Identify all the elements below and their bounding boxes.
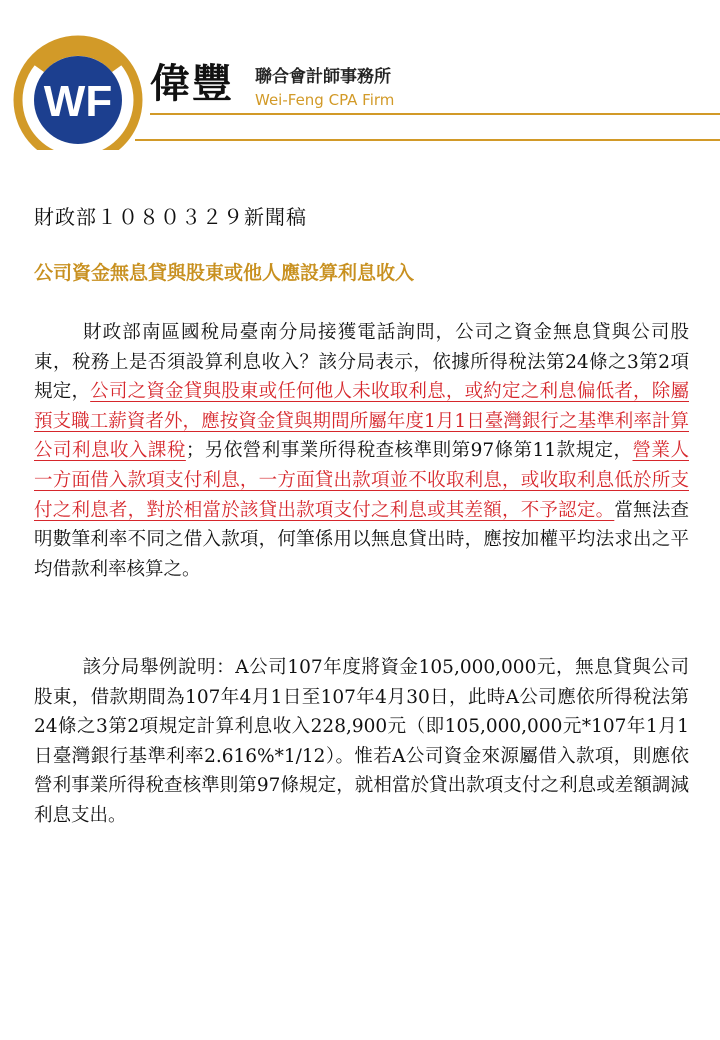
firm-name-en: Wei-Feng CPA Firm [255, 91, 395, 109]
wf-logo [0, 0, 160, 150]
brand-name-cn: 偉豐 [150, 61, 234, 107]
paragraph-2-text: 該分局舉例說明：A公司107年度將資金105,000,000元，無息貸與公司股東，借款期間為107年4月1日至107年4月30日，此時A公司應依所得稅法第24條之3第2項規定計算利息收入228,900元（即105,000,000元*107年1月1日臺灣銀行基準利率2.616%*1/12）。惟若A公司資金來源屬借入款項，則應依營利事業所得稅查核準則第97條規定，就相當於貸出款項支付之利息或差額調減利息支出。 [34, 657, 689, 826]
firm-name-cn: 聯合會計師事務所 [255, 67, 391, 87]
paragraph-1 [34, 318, 689, 584]
paragraph-2 [34, 653, 689, 831]
header-rule-top [150, 113, 720, 115]
paragraph-1-text-2: ；另依營利事業所得稅查核準則第97條第11款規定， [185, 440, 633, 462]
paragraph-1-text: 財政部南區國稅局臺南分局接獲電話詢問，公司之資金無息貸與公司股東，稅務上是否須設算利息收入？該分局表示，依據所得稅法第24條之3第2項規定， [34, 322, 689, 403]
header-rule-bottom [135, 139, 720, 141]
press-release-source: 財政部１０８０３２９新聞稿 [34, 205, 307, 229]
document-title: 公司資金無息貸與股東或他人應設算利息收入 [34, 262, 415, 284]
logo-text: WF [43, 77, 113, 126]
highlight-company-loan-rule: 公司之資金貸與股東或任何他人未收取利息，或約定之利息偏低者，除屬預支職工薪資者外，應按資金貸與期間所屬年度1月1日臺灣銀行之基準利率計算公司利息收入課稅 [34, 381, 689, 462]
header [0, 0, 720, 150]
highlight-interest-rule: 營業人一方面借入款項支付利息，一方面貸出款項並不收取利息，或收取利息低於所支付之利息者，對於相當於該貸出款項支付之利息或其差額，不予認定。 [34, 440, 689, 521]
paragraph-1-text-3: 當無法查明數筆利率不同之借入款項，何筆係用以無息貸出時，應按加權平均法求出之平均借款利率核算之。 [34, 499, 689, 580]
